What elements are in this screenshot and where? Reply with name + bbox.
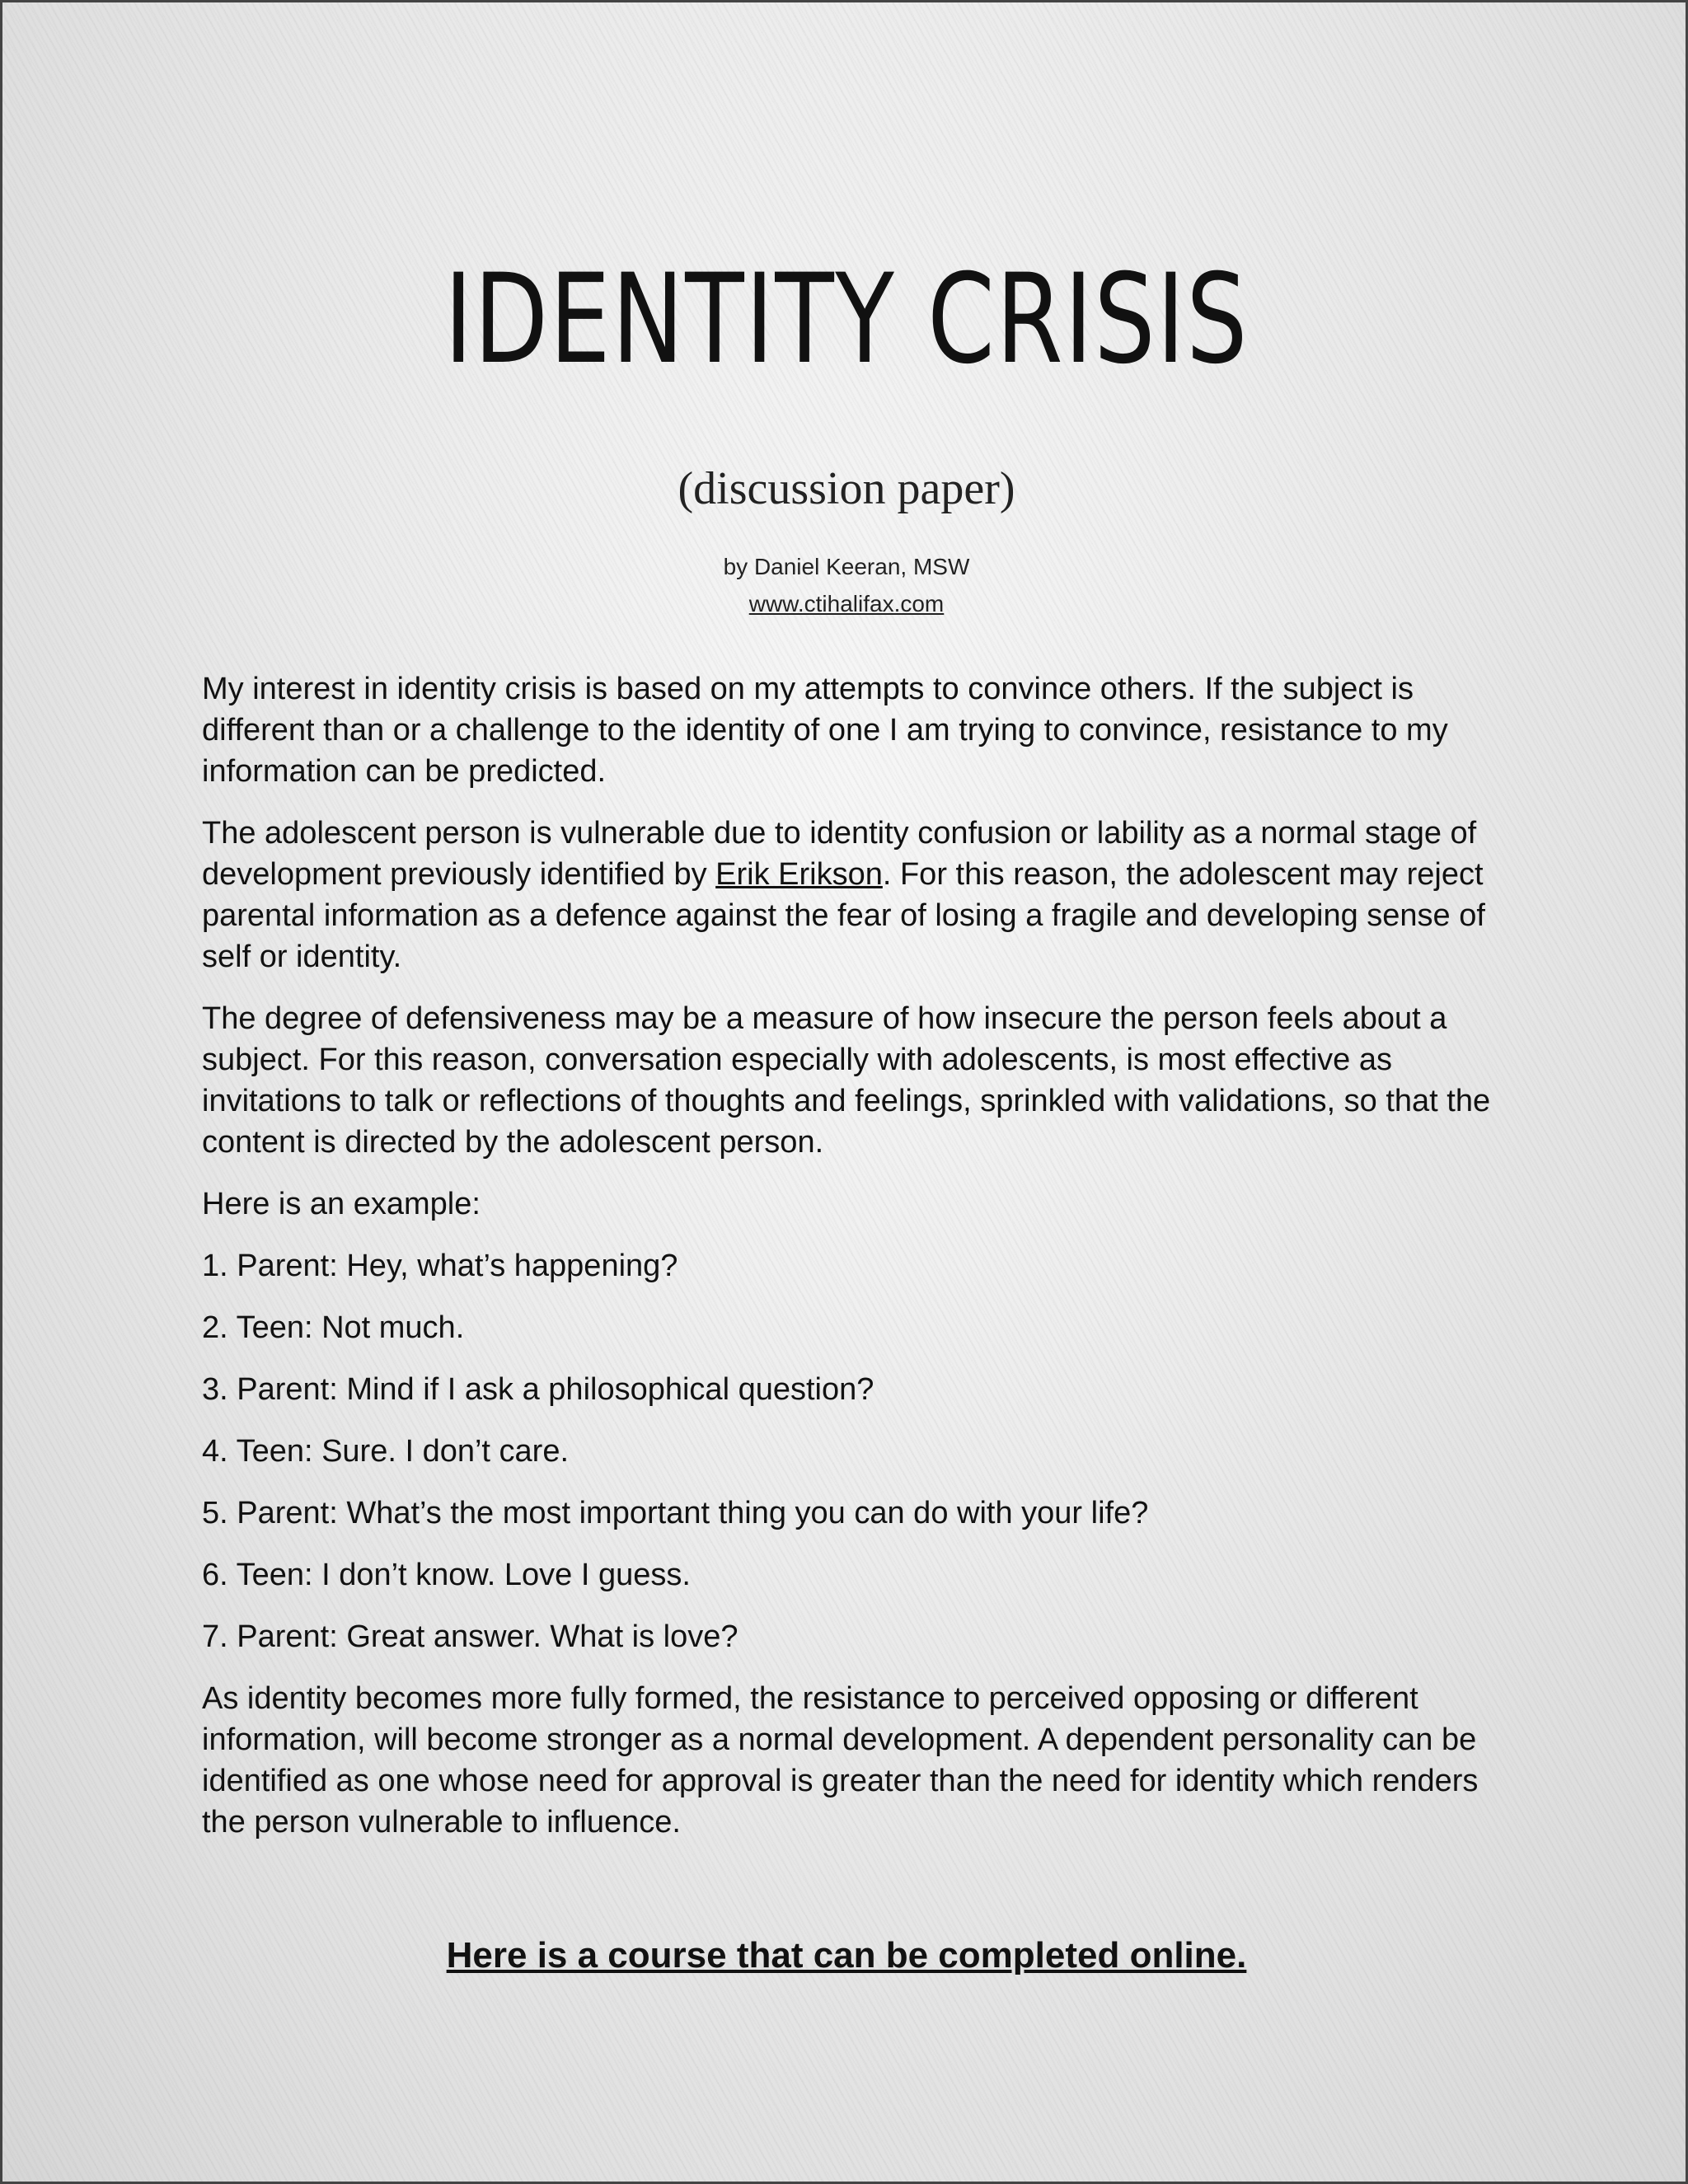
course-cta	[2, 1931, 1688, 1980]
dialogue-line-5: 5. Parent: What’s the most important thing you can do with your life?	[202, 1496, 1149, 1530]
paragraph-adolescent-text-1: The adolescent person is vulnerable due to identity confusion or lability as a normal stage of development previously identified by	[202, 816, 1477, 892]
paragraph-conclusion: As identity becomes more fully formed, the resistance to perceived opposing or different information, will become stronger as a normal development. A dependent personality can be identified as one whose need for approval is greater than the need for identity which renders the person vulnerable to influence.	[202, 1681, 1479, 1840]
website-line	[2, 588, 1688, 621]
dialogue-line-2: 2. Teen: Not much.	[202, 1310, 465, 1345]
paragraph-intro: My interest in identity crisis is based on my attempts to convince others. If the subject is different than or a challenge to the identity of one I am trying to convince, resistance to my information can be predicted.	[202, 672, 1448, 789]
paragraph-example-intro: Here is an example:	[202, 1187, 481, 1221]
dialogue-line-7: 7. Parent: Great answer. What is love?	[202, 1619, 738, 1654]
author-byline: by Daniel Keeran, MSW	[723, 554, 970, 579]
dialogue-line-1: 1. Parent: Hey, what’s happening?	[202, 1249, 678, 1283]
website-link[interactable]: www.ctihalifax.com	[748, 591, 945, 616]
paragraph-adolescent	[202, 813, 1504, 977]
paragraph-defensiveness: The degree of defensiveness may be a measure of how insecure the person feels about a subject. For this reason, conversation especially with adolescents, is most effective as invitations to talk or reflections of thoughts and feelings, sprinkled with validations, so that the content is directed by the adolescent person.	[202, 1001, 1491, 1160]
erik-erikson-link[interactable]: Erik Erikson	[715, 857, 883, 892]
dialogue-list	[202, 1245, 1504, 1657]
course-link[interactable]: Here is a course that can be completed online.	[446, 1935, 1247, 1975]
document-subtitle: (discussion paper)	[678, 463, 1015, 514]
document-title: IDENTITY CRISIS	[443, 248, 1250, 391]
dialogue-line-3: 3. Parent: Mind if I ask a philosophical question?	[202, 1372, 874, 1407]
paragraph-adolescent-text-2: . For this reason, the adolescent may reject parental information as a defence against the fear of losing a fragile and developing sense of self or identity.	[202, 857, 1485, 974]
dialogue-line-4: 4. Teen: Sure. I don’t care.	[202, 1434, 570, 1469]
document-body	[202, 668, 1504, 1863]
dialogue-line-6: 6. Teen: I don’t know. Love I guess.	[202, 1558, 691, 1592]
